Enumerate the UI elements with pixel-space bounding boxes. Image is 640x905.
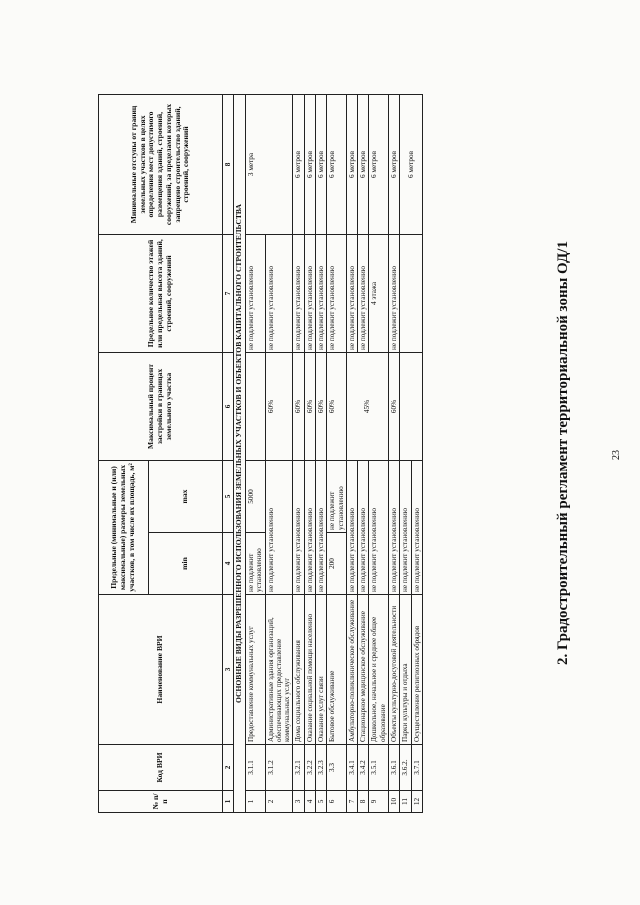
row-code: 3.5.1	[369, 745, 389, 791]
table-row	[315, 94, 326, 812]
row-code: 3.2.3	[315, 745, 326, 791]
row-name: Предоставление коммунальных услуг	[246, 595, 266, 745]
row-floors: не подлежит установлению	[293, 234, 304, 352]
row-floors: 4 этажа	[369, 234, 389, 352]
row-plot-size: не подлежит установлению	[265, 460, 293, 594]
document-title: 2. Градостроительный регламент территориальной зоны ОД/1	[555, 241, 571, 665]
row-number: 5	[315, 791, 326, 813]
row-floors: не подлежит установлению	[358, 234, 369, 352]
row-name: Дошкольное, начальное и среднее общее образование	[369, 595, 389, 745]
row-code: 3.4.2	[358, 745, 369, 791]
row-floors: не подлежит установлению	[388, 234, 399, 352]
row-floors: не подлежит установлению	[315, 234, 326, 352]
column-number: 4	[223, 533, 234, 595]
row-setback: 6 метров	[346, 94, 357, 234]
header-build-percent: Максимальный процент застройки в границах земельного участка	[99, 352, 223, 460]
row-setback: 6 метров	[400, 94, 423, 234]
row-plot-size: не подлежит установлению	[304, 460, 315, 594]
row-number: 11	[400, 791, 411, 813]
row-build-percent: 60%	[315, 352, 326, 460]
row-build-percent: 60%	[293, 352, 304, 460]
row-min-size: не подлежит установлению	[246, 533, 266, 595]
section-title: ОСНОВНЫЕ ВИДЫ РАЗРЕШЕННОГО ИСПОЛЬЗОВАНИЯ ЗЕМЕЛЬНЫХ УЧАСТКОВ И ОБЪЕКТОВ КАПИТАЛЬНОГО СТРОИТЕЛЬСТВА	[234, 94, 246, 812]
column-numbers-row	[223, 94, 234, 812]
table-row	[388, 94, 399, 812]
row-floors: не подлежит установлению	[346, 234, 357, 352]
header-number: № п/п	[99, 791, 223, 813]
row-max-size: 5000	[246, 460, 266, 532]
row-number: 6	[327, 791, 347, 813]
row-name: Амбулаторно-поликлиническое обслуживание	[346, 595, 357, 745]
row-floors: не подлежит установлению	[246, 234, 266, 352]
row-name: Объекты культурно-досуговой деятельности	[388, 595, 399, 745]
header-max: max	[149, 460, 223, 532]
column-number: 7	[223, 234, 234, 352]
row-build-percent: 60%	[265, 352, 293, 460]
row-number: 9	[369, 791, 389, 813]
row-number: 12	[411, 791, 422, 813]
row-number: 4	[304, 791, 315, 813]
row-setback: 6 метров	[327, 94, 347, 234]
row-plot-size: не подлежит установлению	[369, 460, 389, 594]
page-number: 23	[611, 450, 622, 460]
column-number: 8	[223, 94, 234, 234]
row-min-size: 200	[327, 533, 347, 595]
table-row	[327, 94, 347, 812]
column-number: 1	[223, 791, 234, 813]
row-name: Оказание социальной помощи населению	[304, 595, 315, 745]
row-setback: 6 метров	[293, 94, 304, 234]
row-name: Бытовое обслуживание	[327, 595, 347, 745]
column-number: 5	[223, 460, 234, 532]
row-setback: 6 метров	[358, 94, 369, 234]
row-setback: 6 метров	[315, 94, 326, 234]
table-row	[246, 94, 266, 812]
row-build-percent	[246, 352, 266, 460]
row-code: 3.1.2	[265, 745, 293, 791]
row-number: 8	[358, 791, 369, 813]
row-floors	[400, 234, 423, 352]
header-name: Наименование ВРИ	[99, 595, 223, 745]
row-floors: не подлежит установлению	[327, 234, 347, 352]
row-build-percent: 60%	[327, 352, 347, 460]
row-code: 3.2.1	[293, 745, 304, 791]
header-plot-size: Предельные (минимальные и (или) максимальные) размеры земельных участков, в том числе их площадь, м²	[99, 460, 149, 594]
row-build-percent: 60%	[388, 352, 399, 460]
table-row	[346, 94, 357, 812]
row-name: Оказание услуг связи	[315, 595, 326, 745]
row-build-percent	[400, 352, 423, 460]
column-number: 2	[223, 745, 234, 791]
row-number: 2	[265, 791, 293, 813]
column-number: 3	[223, 595, 234, 745]
section-header-row	[234, 94, 246, 812]
row-name: Осуществление религиозных обрядов	[411, 595, 422, 745]
regulation-table	[98, 94, 423, 813]
row-number: 1	[246, 791, 266, 813]
row-setback: 3 метра	[246, 94, 293, 234]
row-code: 3.3	[327, 745, 347, 791]
row-code: 3.1.1	[246, 745, 266, 791]
row-plot-size: не подлежит установлению	[411, 460, 422, 594]
row-name: Парки культуры и отдыха	[400, 595, 411, 745]
row-code: 3.7.1	[411, 745, 422, 791]
row-name: Стационарное медицинское обслуживание	[358, 595, 369, 745]
row-plot-size: не подлежит установлению	[346, 460, 357, 594]
row-plot-size: не подлежит установлению	[358, 460, 369, 594]
column-number: 6	[223, 352, 234, 460]
row-number: 10	[388, 791, 399, 813]
row-plot-size: не подлежит установлению	[293, 460, 304, 594]
header-floors: Предельное количество этажей или предельная высота зданий, строений, сооружений	[99, 234, 223, 352]
row-number: 7	[346, 791, 357, 813]
row-max-size: не подлежит установлению	[327, 460, 347, 532]
row-plot-size: не подлежит установлению	[315, 460, 326, 594]
header-min: min	[149, 533, 223, 595]
row-floors: не подлежит установлению	[265, 234, 293, 352]
table-row	[400, 94, 411, 812]
row-name: Дома социального обслуживания	[293, 595, 304, 745]
row-code: 3.6.1	[388, 745, 399, 791]
header-code: Код ВРИ	[99, 745, 223, 791]
row-setback: 6 метров	[388, 94, 399, 234]
row-code: 3.6.2.	[400, 745, 411, 791]
header-setback: Минимальные отступы от границ земельных участков в целях определения мест допустимого размещения зданий, строений, сооружений, за пределами которых запрещено строительство зданий, строений, сооружений	[99, 94, 223, 234]
table-row	[304, 94, 315, 812]
row-name: Административные здания организаций, обеспечивающих предоставление коммунальных услуг	[265, 595, 293, 745]
row-code: 3.2.2	[304, 745, 315, 791]
row-number: 3	[293, 791, 304, 813]
row-setback: 6 метров	[369, 94, 389, 234]
row-floors: не подлежит установлению	[304, 234, 315, 352]
row-plot-size: не подлежит установлению	[400, 460, 411, 594]
row-setback: 6 метров	[304, 94, 315, 234]
row-plot-size: не подлежит установлению	[388, 460, 399, 594]
row-build-percent: 60%	[304, 352, 315, 460]
row-build-percent: 45%	[346, 352, 388, 460]
row-code: 3.4.1	[346, 745, 357, 791]
table-row	[293, 94, 304, 812]
